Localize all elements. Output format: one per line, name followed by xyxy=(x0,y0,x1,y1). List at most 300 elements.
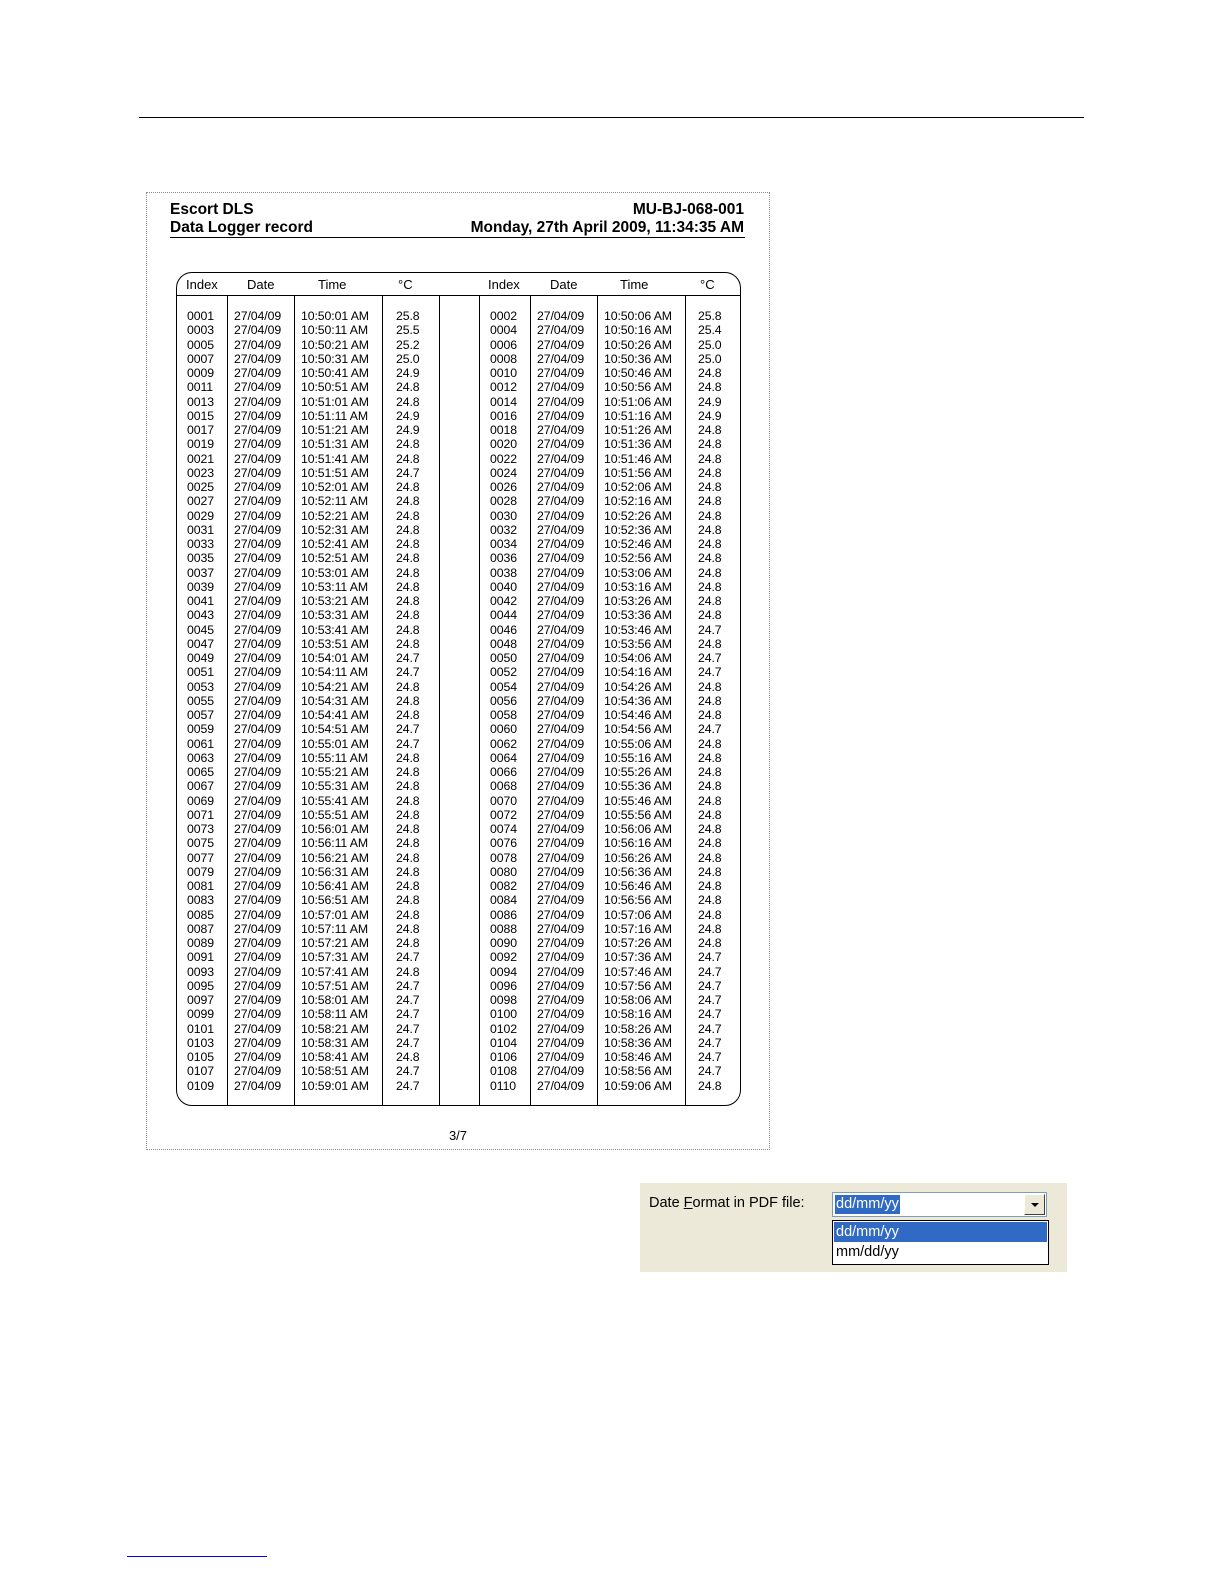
cell-temperature: 25.0 xyxy=(396,351,420,366)
cell-temperature: 24.8 xyxy=(396,394,420,409)
cell-index: 0048 xyxy=(490,636,517,651)
col-header-date: Date xyxy=(247,277,275,292)
header-rule xyxy=(170,237,745,238)
cell-time: 10:56:26 AM xyxy=(604,850,672,865)
cell-index: 0061 xyxy=(187,736,214,751)
cell-time: 10:51:41 AM xyxy=(301,451,369,466)
cell-time: 10:53:51 AM xyxy=(301,636,369,651)
cell-index: 0094 xyxy=(490,964,517,979)
cell-temperature: 24.7 xyxy=(698,665,722,680)
cell-time: 10:51:26 AM xyxy=(604,423,672,437)
cell-time: 10:56:41 AM xyxy=(301,879,369,893)
cell-index: 0058 xyxy=(490,708,517,722)
cell-index: 0053 xyxy=(187,679,214,694)
cell-temperature: 24.8 xyxy=(698,907,722,922)
cell-date: 27/04/09 xyxy=(234,608,282,623)
cell-index: 0101 xyxy=(187,1021,214,1036)
cell-temperature: 24.8 xyxy=(698,921,722,936)
cell-temperature: 24.8 xyxy=(396,750,420,765)
cell-date: 27/04/09 xyxy=(234,451,282,466)
cell-date: 27/04/09 xyxy=(537,850,585,865)
cell-index: 0057 xyxy=(187,708,214,722)
cell-index: 0042 xyxy=(490,594,517,608)
date-format-option-mm-dd-yy[interactable]: mm/dd/yy xyxy=(836,1244,899,1260)
cell-date: 27/04/09 xyxy=(234,722,282,737)
cell-date: 27/04/09 xyxy=(234,1021,282,1036)
cell-time: 10:58:11 AM xyxy=(301,1007,369,1022)
cell-temperature: 24.8 xyxy=(698,366,722,380)
cell-temperature: 24.9 xyxy=(698,408,722,423)
cell-time: 10:58:36 AM xyxy=(604,1035,672,1050)
cell-date: 27/04/09 xyxy=(537,351,585,366)
cell-index: 0090 xyxy=(490,936,517,950)
cell-index: 0097 xyxy=(187,993,214,1007)
cell-time: 10:52:11 AM xyxy=(301,494,369,509)
cell-date: 27/04/09 xyxy=(234,651,282,665)
cell-temperature: 24.9 xyxy=(396,408,420,423)
cell-time: 10:53:46 AM xyxy=(604,622,672,637)
cell-temperature: 24.8 xyxy=(396,893,420,908)
cell-index: 0008 xyxy=(490,351,517,366)
cell-temperature: 24.8 xyxy=(396,964,420,979)
column-divider xyxy=(294,295,295,1105)
cell-index: 0072 xyxy=(490,807,517,822)
cell-date: 27/04/09 xyxy=(537,836,585,851)
cell-time: 10:51:06 AM xyxy=(604,394,672,409)
cell-index: 0038 xyxy=(490,565,517,580)
cell-temperature: 24.8 xyxy=(698,551,722,566)
page-number: 3/7 xyxy=(448,1128,468,1143)
cell-index: 0060 xyxy=(490,722,517,737)
cell-temperature: 24.8 xyxy=(698,380,722,395)
cell-index: 0006 xyxy=(490,337,517,352)
cell-index: 0003 xyxy=(187,323,214,338)
cell-date: 27/04/09 xyxy=(537,1021,585,1036)
cell-date: 27/04/09 xyxy=(234,1050,282,1064)
cell-temperature: 24.8 xyxy=(698,736,722,751)
cell-time: 10:56:06 AM xyxy=(604,822,672,836)
cell-date: 27/04/09 xyxy=(537,736,585,751)
cell-time: 10:51:31 AM xyxy=(301,437,369,452)
cell-index: 0017 xyxy=(187,423,214,437)
cell-index: 0034 xyxy=(490,537,517,551)
cell-date: 27/04/09 xyxy=(537,537,585,551)
cell-time: 10:54:26 AM xyxy=(604,679,672,694)
cell-index: 0029 xyxy=(187,508,214,523)
cell-temperature: 24.8 xyxy=(396,608,420,623)
cell-temperature: 24.8 xyxy=(698,708,722,722)
date-format-label: Date Format in PDF file: xyxy=(649,1195,805,1211)
cell-time: 10:57:16 AM xyxy=(604,921,672,936)
cell-date: 27/04/09 xyxy=(234,636,282,651)
cell-index: 0067 xyxy=(187,779,214,794)
cell-time: 10:54:31 AM xyxy=(301,693,369,708)
cell-temperature: 24.8 xyxy=(396,451,420,466)
cell-date: 27/04/09 xyxy=(234,537,282,551)
cell-index: 0062 xyxy=(490,736,517,751)
cell-date: 27/04/09 xyxy=(537,893,585,908)
cell-temperature: 24.8 xyxy=(698,423,722,437)
cell-time: 10:52:41 AM xyxy=(301,537,369,551)
cell-time: 10:51:01 AM xyxy=(301,394,369,409)
cell-temperature: 24.8 xyxy=(396,537,420,551)
cell-temperature: 24.8 xyxy=(396,822,420,836)
cell-temperature: 24.7 xyxy=(396,736,420,751)
chevron-down-icon[interactable] xyxy=(1024,1194,1045,1215)
cell-temperature: 24.8 xyxy=(698,879,722,893)
cell-time: 10:55:06 AM xyxy=(604,736,672,751)
cell-temperature: 24.8 xyxy=(396,793,420,808)
cell-temperature: 24.8 xyxy=(698,750,722,765)
cell-date: 27/04/09 xyxy=(537,423,585,437)
cell-time: 10:54:36 AM xyxy=(604,693,672,708)
cell-date: 27/04/09 xyxy=(234,1007,282,1022)
col-header-temperature: °C xyxy=(398,277,413,292)
pdf-page-preview xyxy=(146,192,770,1150)
cell-time: 10:51:56 AM xyxy=(604,465,672,480)
cell-temperature: 24.7 xyxy=(698,1007,722,1022)
records-table xyxy=(176,272,741,1106)
cell-time: 10:53:31 AM xyxy=(301,608,369,623)
cell-index: 0045 xyxy=(187,622,214,637)
cell-index: 0033 xyxy=(187,537,214,551)
cell-date: 27/04/09 xyxy=(234,907,282,922)
cell-date: 27/04/09 xyxy=(234,579,282,594)
cell-date: 27/04/09 xyxy=(537,594,585,608)
cell-date: 27/04/09 xyxy=(234,765,282,779)
cell-temperature: 24.7 xyxy=(698,978,722,993)
cell-index: 0108 xyxy=(490,1064,517,1079)
cell-temperature: 24.7 xyxy=(396,722,420,737)
cell-time: 10:52:31 AM xyxy=(301,522,369,537)
cell-date: 27/04/09 xyxy=(537,494,585,509)
cell-time: 10:54:21 AM xyxy=(301,679,369,694)
cell-time: 10:52:01 AM xyxy=(301,480,369,494)
cell-temperature: 24.8 xyxy=(698,522,722,537)
cell-index: 0011 xyxy=(187,380,214,395)
cell-date: 27/04/09 xyxy=(537,807,585,822)
cell-index: 0050 xyxy=(490,651,517,665)
cell-date: 27/04/09 xyxy=(234,594,282,608)
cell-temperature: 25.4 xyxy=(698,323,722,338)
column-divider xyxy=(685,295,686,1105)
cell-index: 0020 xyxy=(490,437,517,452)
cell-date: 27/04/09 xyxy=(537,380,585,395)
cell-date: 27/04/09 xyxy=(537,636,585,651)
cell-temperature: 24.9 xyxy=(698,394,722,409)
cell-time: 10:50:26 AM xyxy=(604,337,672,352)
cell-time: 10:55:11 AM xyxy=(301,750,369,765)
cell-index: 0014 xyxy=(490,394,517,409)
cell-index: 0052 xyxy=(490,665,517,680)
cell-temperature: 24.7 xyxy=(698,964,722,979)
cell-date: 27/04/09 xyxy=(537,565,585,580)
cell-temperature: 24.7 xyxy=(698,1050,722,1064)
date-format-option-dd-mm-yy[interactable]: dd/mm/yy xyxy=(834,1222,1047,1242)
cell-time: 10:50:06 AM xyxy=(604,309,672,323)
cell-index: 0074 xyxy=(490,822,517,836)
cell-time: 10:57:01 AM xyxy=(301,907,369,922)
cell-date: 27/04/09 xyxy=(234,437,282,452)
cell-index: 0102 xyxy=(490,1021,517,1036)
cell-temperature: 24.8 xyxy=(698,793,722,808)
page-top-rule xyxy=(139,117,1084,118)
cell-temperature: 24.8 xyxy=(396,779,420,794)
cell-date: 27/04/09 xyxy=(537,622,585,637)
cell-time: 10:54:46 AM xyxy=(604,708,672,722)
cell-index: 0010 xyxy=(490,366,517,380)
cell-date: 27/04/09 xyxy=(537,708,585,722)
cell-temperature: 25.8 xyxy=(396,309,420,323)
cell-date: 27/04/09 xyxy=(234,408,282,423)
cell-index: 0065 xyxy=(187,765,214,779)
cell-time: 10:54:01 AM xyxy=(301,651,369,665)
logger-serial: MU-BJ-068-001 xyxy=(632,201,744,218)
cell-index: 0071 xyxy=(187,807,214,822)
cell-time: 10:50:36 AM xyxy=(604,351,672,366)
cell-date: 27/04/09 xyxy=(537,750,585,765)
cell-temperature: 24.8 xyxy=(698,537,722,551)
cell-date: 27/04/09 xyxy=(537,608,585,623)
cell-date: 27/04/09 xyxy=(537,465,585,480)
cell-temperature: 24.8 xyxy=(396,864,420,879)
cell-index: 0066 xyxy=(490,765,517,779)
cell-index: 0049 xyxy=(187,651,214,665)
cell-temperature: 24.8 xyxy=(396,1050,420,1064)
cell-temperature: 24.8 xyxy=(698,608,722,623)
cell-date: 27/04/09 xyxy=(234,551,282,566)
cell-time: 10:55:26 AM xyxy=(604,765,672,779)
cell-time: 10:53:21 AM xyxy=(301,594,369,608)
cell-index: 0078 xyxy=(490,850,517,865)
cell-temperature: 24.8 xyxy=(698,594,722,608)
cell-date: 27/04/09 xyxy=(234,465,282,480)
cell-date: 27/04/09 xyxy=(234,779,282,794)
cell-temperature: 24.7 xyxy=(396,665,420,680)
cell-date: 27/04/09 xyxy=(537,366,585,380)
cell-index: 0031 xyxy=(187,522,214,537)
cell-time: 10:59:01 AM xyxy=(301,1078,369,1093)
cell-index: 0044 xyxy=(490,608,517,623)
cell-temperature: 24.8 xyxy=(698,822,722,836)
cell-time: 10:52:51 AM xyxy=(301,551,369,566)
cell-index: 0002 xyxy=(490,309,517,323)
cell-time: 10:51:11 AM xyxy=(301,408,369,423)
cell-date: 27/04/09 xyxy=(234,708,282,722)
cell-index: 0024 xyxy=(490,465,517,480)
cell-temperature: 24.8 xyxy=(698,636,722,651)
cell-index: 0047 xyxy=(187,636,214,651)
cell-date: 27/04/09 xyxy=(537,964,585,979)
cell-date: 27/04/09 xyxy=(537,522,585,537)
cell-date: 27/04/09 xyxy=(234,879,282,893)
cell-index: 0093 xyxy=(187,964,214,979)
cell-index: 0096 xyxy=(490,978,517,993)
cell-date: 27/04/09 xyxy=(234,323,282,338)
cell-index: 0039 xyxy=(187,579,214,594)
cell-index: 0015 xyxy=(187,408,214,423)
cell-temperature: 24.8 xyxy=(396,494,420,509)
cell-date: 27/04/09 xyxy=(537,1050,585,1064)
cell-temperature: 24.8 xyxy=(396,850,420,865)
cell-temperature: 24.8 xyxy=(698,565,722,580)
cell-index: 0025 xyxy=(187,480,214,494)
cell-temperature: 24.8 xyxy=(698,936,722,950)
cell-time: 10:56:31 AM xyxy=(301,864,369,879)
cell-index: 0012 xyxy=(490,380,517,395)
cell-index: 0016 xyxy=(490,408,517,423)
cell-time: 10:53:41 AM xyxy=(301,622,369,637)
cell-date: 27/04/09 xyxy=(234,693,282,708)
cell-index: 0087 xyxy=(187,921,214,936)
cell-time: 10:55:51 AM xyxy=(301,807,369,822)
cell-index: 0037 xyxy=(187,565,214,580)
date-format-combobox[interactable] xyxy=(832,1192,1047,1217)
cell-time: 10:55:31 AM xyxy=(301,779,369,794)
cell-time: 10:52:21 AM xyxy=(301,508,369,523)
cell-date: 27/04/09 xyxy=(537,879,585,893)
column-divider xyxy=(530,295,531,1105)
cell-index: 0081 xyxy=(187,879,214,893)
cell-index: 0106 xyxy=(490,1050,517,1064)
report-datetime: Monday, 27th April 2009, 11:34:35 AM xyxy=(470,219,744,236)
cell-time: 10:55:01 AM xyxy=(301,736,369,751)
cell-index: 0088 xyxy=(490,921,517,936)
cell-date: 27/04/09 xyxy=(234,1064,282,1079)
cell-time: 10:55:41 AM xyxy=(301,793,369,808)
cell-time: 10:54:11 AM xyxy=(301,665,369,680)
cell-index: 0068 xyxy=(490,779,517,794)
cell-time: 10:57:31 AM xyxy=(301,950,369,965)
cell-temperature: 24.7 xyxy=(396,1007,420,1022)
cell-date: 27/04/09 xyxy=(234,807,282,822)
cell-index: 0028 xyxy=(490,494,517,509)
cell-time: 10:50:46 AM xyxy=(604,366,672,380)
cell-time: 10:51:16 AM xyxy=(604,408,672,423)
cell-time: 10:57:36 AM xyxy=(604,950,672,965)
cell-temperature: 24.8 xyxy=(396,437,420,452)
cell-date: 27/04/09 xyxy=(537,907,585,922)
cell-date: 27/04/09 xyxy=(234,494,282,509)
cell-date: 27/04/09 xyxy=(234,366,282,380)
cell-index: 0080 xyxy=(490,864,517,879)
cell-index: 0001 xyxy=(187,309,214,323)
cell-index: 0030 xyxy=(490,508,517,523)
cell-date: 27/04/09 xyxy=(537,793,585,808)
cell-date: 27/04/09 xyxy=(234,508,282,523)
cell-temperature: 24.8 xyxy=(396,380,420,395)
cell-time: 10:56:01 AM xyxy=(301,822,369,836)
cell-date: 27/04/09 xyxy=(234,921,282,936)
cell-index: 0070 xyxy=(490,793,517,808)
cell-date: 27/04/09 xyxy=(234,1078,282,1093)
col-header-index: Index xyxy=(186,277,218,292)
cell-temperature: 24.8 xyxy=(698,836,722,851)
cell-time: 10:51:46 AM xyxy=(604,451,672,466)
cell-date: 27/04/09 xyxy=(234,736,282,751)
cell-temperature: 24.8 xyxy=(396,508,420,523)
cell-temperature: 24.8 xyxy=(396,579,420,594)
cell-date: 27/04/09 xyxy=(537,394,585,409)
cell-date: 27/04/09 xyxy=(537,551,585,566)
cell-temperature: 24.8 xyxy=(396,679,420,694)
cell-temperature: 24.7 xyxy=(698,950,722,965)
cell-index: 0019 xyxy=(187,437,214,452)
cell-temperature: 24.8 xyxy=(396,480,420,494)
cell-index: 0077 xyxy=(187,850,214,865)
cell-time: 10:53:16 AM xyxy=(604,579,672,594)
cell-time: 10:59:06 AM xyxy=(604,1078,672,1093)
cell-time: 10:53:36 AM xyxy=(604,608,672,623)
cell-time: 10:52:26 AM xyxy=(604,508,672,523)
cell-date: 27/04/09 xyxy=(234,522,282,537)
cell-index: 0009 xyxy=(187,366,214,380)
cell-temperature: 24.7 xyxy=(698,993,722,1007)
cell-time: 10:58:21 AM xyxy=(301,1021,369,1036)
cell-time: 10:58:51 AM xyxy=(301,1064,369,1079)
cell-index: 0069 xyxy=(187,793,214,808)
cell-time: 10:54:16 AM xyxy=(604,665,672,680)
cell-time: 10:52:16 AM xyxy=(604,494,672,509)
cell-temperature: 25.0 xyxy=(698,337,722,352)
cell-date: 27/04/09 xyxy=(537,936,585,950)
cell-index: 0036 xyxy=(490,551,517,566)
cell-index: 0032 xyxy=(490,522,517,537)
cell-date: 27/04/09 xyxy=(537,1064,585,1079)
cell-time: 10:54:56 AM xyxy=(604,722,672,737)
cell-temperature: 24.8 xyxy=(698,451,722,466)
column-divider xyxy=(479,295,480,1105)
cell-temperature: 24.8 xyxy=(698,508,722,523)
cell-index: 0023 xyxy=(187,465,214,480)
product-name: Escort DLS xyxy=(170,201,254,218)
cell-time: 10:58:16 AM xyxy=(604,1007,672,1022)
cell-date: 27/04/09 xyxy=(234,337,282,352)
cell-index: 0004 xyxy=(490,323,517,338)
cell-time: 10:56:11 AM xyxy=(301,836,369,851)
cell-date: 27/04/09 xyxy=(537,437,585,452)
cell-index: 0007 xyxy=(187,351,214,366)
cell-temperature: 24.7 xyxy=(396,1021,420,1036)
cell-date: 27/04/09 xyxy=(234,679,282,694)
cell-time: 10:51:36 AM xyxy=(604,437,672,452)
cell-index: 0005 xyxy=(187,337,214,352)
cell-date: 27/04/09 xyxy=(234,993,282,1007)
cell-date: 27/04/09 xyxy=(234,480,282,494)
cell-date: 27/04/09 xyxy=(537,508,585,523)
col-header-temperature: °C xyxy=(700,277,715,292)
cell-index: 0064 xyxy=(490,750,517,765)
cell-temperature: 24.7 xyxy=(396,1078,420,1093)
cell-date: 27/04/09 xyxy=(537,921,585,936)
column-divider xyxy=(439,295,440,1105)
cell-temperature: 25.5 xyxy=(396,323,420,338)
cell-index: 0092 xyxy=(490,950,517,965)
cell-temperature: 24.7 xyxy=(396,978,420,993)
cell-temperature: 24.7 xyxy=(396,651,420,665)
cell-index: 0100 xyxy=(490,1007,517,1022)
cell-date: 27/04/09 xyxy=(234,423,282,437)
cell-date: 27/04/09 xyxy=(537,1035,585,1050)
cell-date: 27/04/09 xyxy=(234,750,282,765)
cell-time: 10:57:21 AM xyxy=(301,936,369,950)
cell-date: 27/04/09 xyxy=(537,651,585,665)
cell-time: 10:50:21 AM xyxy=(301,337,369,352)
cell-date: 27/04/09 xyxy=(537,765,585,779)
cell-index: 0084 xyxy=(490,893,517,908)
col-header-time: Time xyxy=(620,277,649,292)
cell-date: 27/04/09 xyxy=(537,323,585,338)
